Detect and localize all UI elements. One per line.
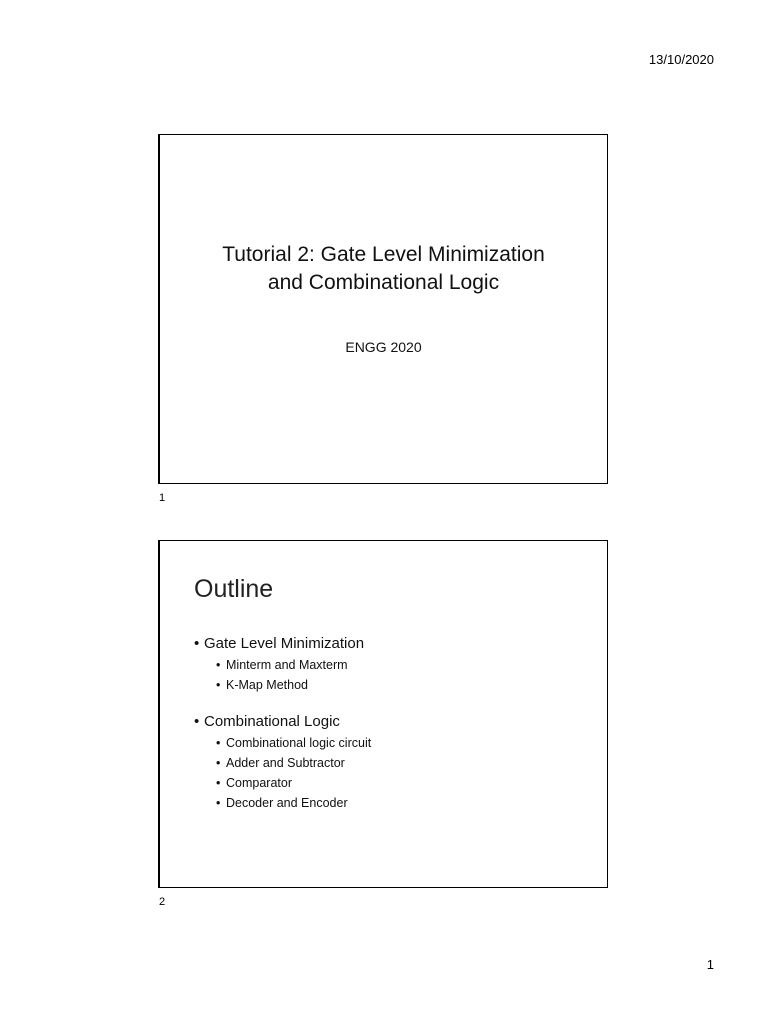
outline-list (194, 633, 587, 813)
outline-item (194, 711, 587, 813)
bullet-icon: • (216, 736, 221, 750)
slide-number: 2 (159, 896, 166, 908)
bullet-icon: • (194, 635, 200, 652)
slide-title-line-2: and Combinational Logic (267, 271, 500, 294)
slide-title-line-1: Tutorial 2: Gate Level Minimization (222, 243, 545, 266)
list-item-label: Gate Level Minimization (204, 635, 365, 652)
bullet-icon: • (194, 713, 200, 730)
bullet-icon: • (216, 678, 221, 692)
title-block (160, 241, 607, 355)
bullet-icon: • (216, 776, 221, 790)
list-subitem-label: Decoder and Encoder (226, 796, 348, 810)
bullet-icon: • (216, 756, 221, 770)
list-subitem (194, 733, 587, 753)
list-subitem-label: Combinational logic circuit (226, 736, 372, 750)
slide-number: 1 (159, 492, 166, 504)
list-subitem-label: Minterm and Maxterm (226, 658, 348, 672)
slide-title (160, 241, 607, 297)
list-subitem (194, 793, 587, 813)
bullet-icon: • (216, 658, 221, 672)
slide-subtitle: ENGG 2020 (345, 339, 422, 355)
list-subitem (194, 675, 587, 695)
slide-1 (158, 134, 608, 484)
bullet-icon: • (216, 796, 221, 810)
list-item (194, 633, 587, 655)
list-item-label: Combinational Logic (204, 713, 340, 730)
list-subitem (194, 655, 587, 675)
list-subitem (194, 773, 587, 793)
outline-item (194, 633, 587, 695)
page-number: 1 (706, 957, 714, 972)
list-item (194, 711, 587, 733)
list-subitem-label: K-Map Method (226, 678, 308, 692)
list-subitem-label: Comparator (226, 776, 292, 790)
page-date: 13/10/2020 (648, 52, 714, 67)
list-subitem (194, 753, 587, 773)
outline-title: Outline (194, 575, 274, 603)
slide-2 (158, 540, 608, 888)
list-subitem-label: Adder and Subtractor (226, 756, 345, 770)
